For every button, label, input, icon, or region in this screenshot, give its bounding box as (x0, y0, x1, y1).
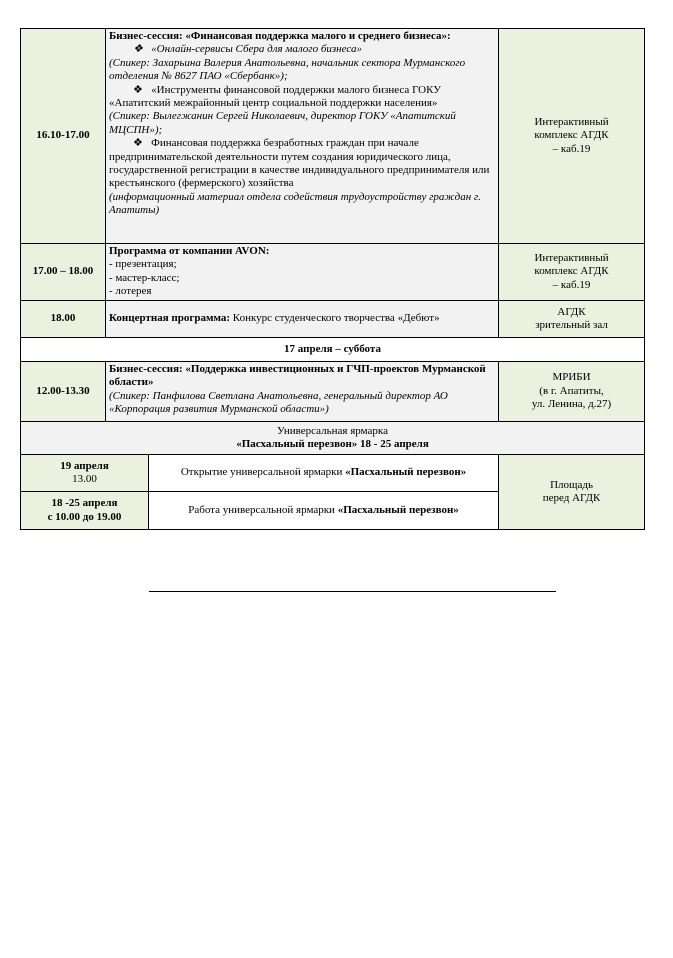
place-cell: Площадь перед АГДК (499, 455, 645, 530)
table-row (21, 301, 645, 338)
diamond-bullet-icon: ❖ (133, 137, 143, 150)
time-cell: 19 апреля 13.00 (21, 455, 149, 492)
event-cell (106, 244, 499, 301)
fair-header-row (21, 422, 645, 455)
program-title: Концертная программа: (109, 312, 231, 325)
date-header-row (21, 338, 645, 362)
table-row (21, 362, 645, 422)
program-title: Программа от компании AVON: (109, 245, 270, 257)
time-cell: 16.10-17.00 (21, 29, 106, 244)
table-row (21, 455, 645, 492)
event-cell: Работа универсальной ярмарки «Пасхальный перезвон» (149, 492, 499, 530)
list-item: - лотерея (109, 285, 152, 298)
diamond-bullet-icon: ❖ (133, 83, 143, 96)
bullet-item: ❖ «Онлайн-сервисы Сбера для малого бизнеса» (133, 43, 362, 56)
end-divider (149, 591, 556, 592)
info-note: (информационный материал отдела содействия трудоустройству граждан г. Апатиты) (109, 190, 481, 217)
place-cell: Интерактивный комплекс АГДК – каб.19 (499, 244, 645, 301)
event-cell (106, 29, 499, 244)
session-title: Бизнес-сессия: «Финансовая поддержка малого и среднего бизнеса»: (109, 30, 451, 42)
place-cell: МРИБИ (в г. Апатиты, ул. Ленина, д.27) (499, 362, 645, 422)
table-row (21, 29, 645, 244)
speaker-note: (Спикер: Захарьина Валерия Анатольевна, начальник сектора Мурманского отделения № 8627 ПАО «Сбербанк»); (109, 56, 466, 83)
table-row (21, 244, 645, 301)
fair-header: Универсальная ярмарка «Пасхальный перезвон» 18 - 25 апреля (21, 422, 645, 455)
list-item: - мастер-класс; (109, 271, 180, 284)
bullet-item: ❖ «Инструменты финансовой поддержки малого бизнеса ГОКУ «Апатитский межрайонный центр социальной поддержки населения» (109, 83, 441, 110)
time-cell: 18.00 (21, 301, 106, 338)
event-cell (106, 301, 499, 338)
speaker-note: (Спикер: Панфилова Светлана Анатольевна, генеральный директор АО «Корпорация развития Мурманской области») (109, 389, 448, 416)
bullet-item: ❖ Финансовая поддержка безработных граждан при начале предпринимательской деятельности путем создания юридического лица, государственной регистрации в качестве индивидуального предпринимателя или крестьянского (фермерского) хозяйства (109, 137, 490, 190)
list-item: - презентация; (109, 258, 177, 271)
place-cell: Интерактивный комплекс АГДК – каб.19 (499, 29, 645, 244)
session-title: Бизнес-сессия: «Поддержка инвестиционных и ГЧП-проектов Мурманской области» (109, 363, 486, 389)
time-cell: 18 -25 апреля с 10.00 до 19.00 (21, 492, 149, 530)
place-cell: АГДК зрительный зал (499, 301, 645, 338)
time-cell: 12.00-13.30 (21, 362, 106, 422)
program-text: Конкурс студенческого творчества «Дебют» (230, 312, 440, 325)
speaker-note: (Спикер: Вылегжанин Сергей Николаевич, директор ГОКУ «Апатитский МЦСПН»); (109, 110, 456, 136)
event-cell: Открытие универсальной ярмарки «Пасхальный перезвон» (149, 455, 499, 492)
schedule-table (20, 28, 645, 530)
diamond-bullet-icon: ❖ (133, 43, 143, 56)
time-cell: 17.00 – 18.00 (21, 244, 106, 301)
date-header: 17 апреля – суббота (21, 338, 645, 362)
event-cell (106, 362, 499, 422)
